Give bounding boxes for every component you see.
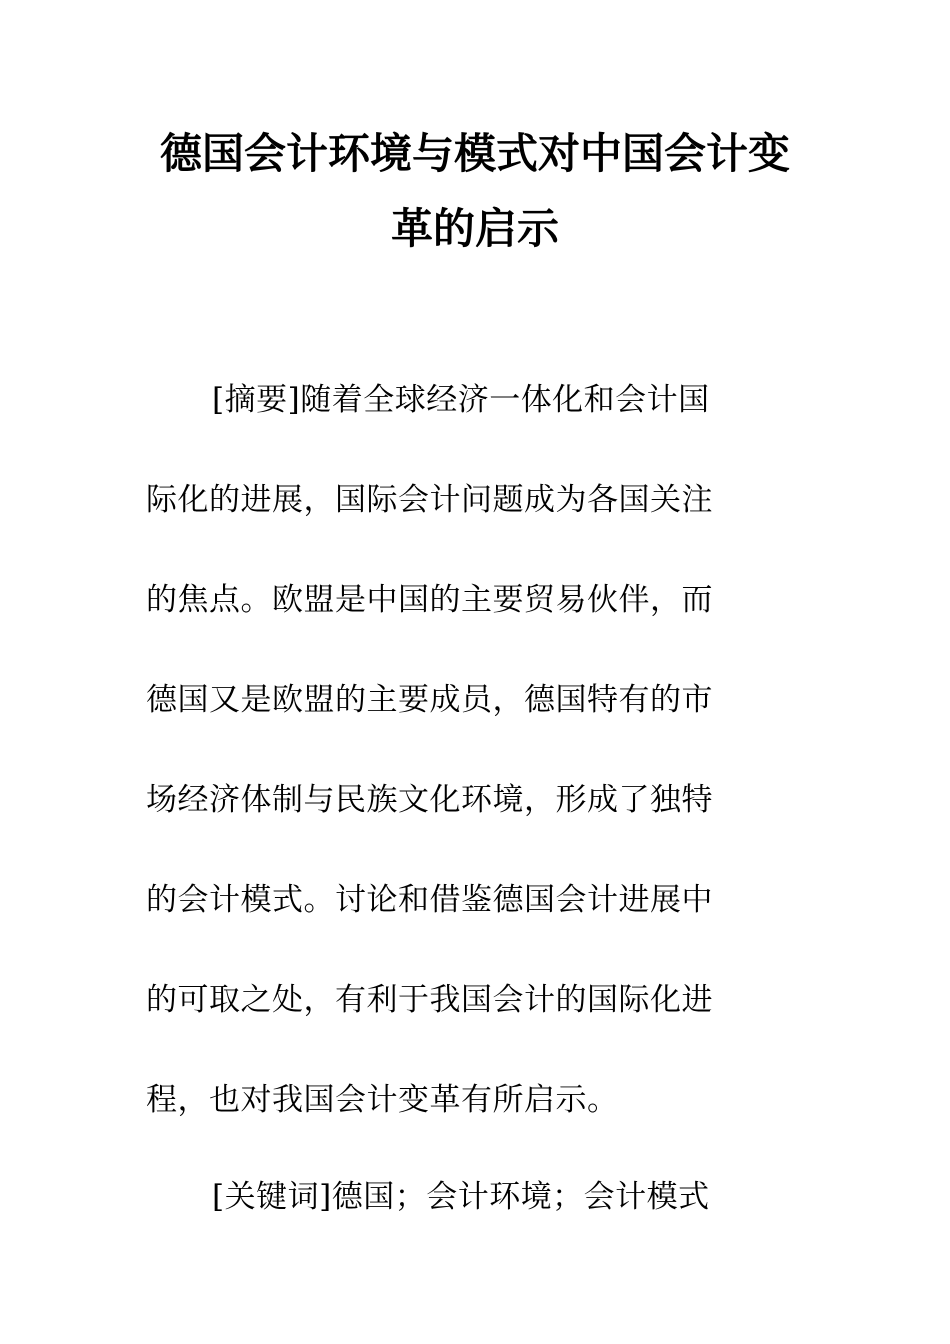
abstract-line-2: 际化的进展，国际会计问题成为各国关注 xyxy=(146,482,713,518)
abstract-line-8: 程，也对我国会计变革有所启示。 xyxy=(146,1082,619,1118)
document-title-line-1: 德国会计环境与模式对中国会计变 xyxy=(159,129,790,178)
abstract-line-7: 的可取之处，有利于我国会计的国际化进 xyxy=(146,982,713,1018)
abstract-line-1: [摘要]随着全球经济一体化和会计国 xyxy=(212,382,710,418)
abstract-line-6: 的会计模式。讨论和借鉴德国会计进展中 xyxy=(146,882,713,918)
keywords-line: [关键词]德国；会计环境；会计模式 xyxy=(212,1179,710,1215)
abstract-line-5: 场经济体制与民族文化环境，形成了独特 xyxy=(146,782,713,818)
abstract-line-4: 德国又是欧盟的主要成员，德国特有的市 xyxy=(146,682,713,718)
document-title-line-2: 革的启示 xyxy=(390,204,559,253)
abstract-line-3: 的焦点。欧盟是中国的主要贸易伙伴，而 xyxy=(146,582,713,618)
